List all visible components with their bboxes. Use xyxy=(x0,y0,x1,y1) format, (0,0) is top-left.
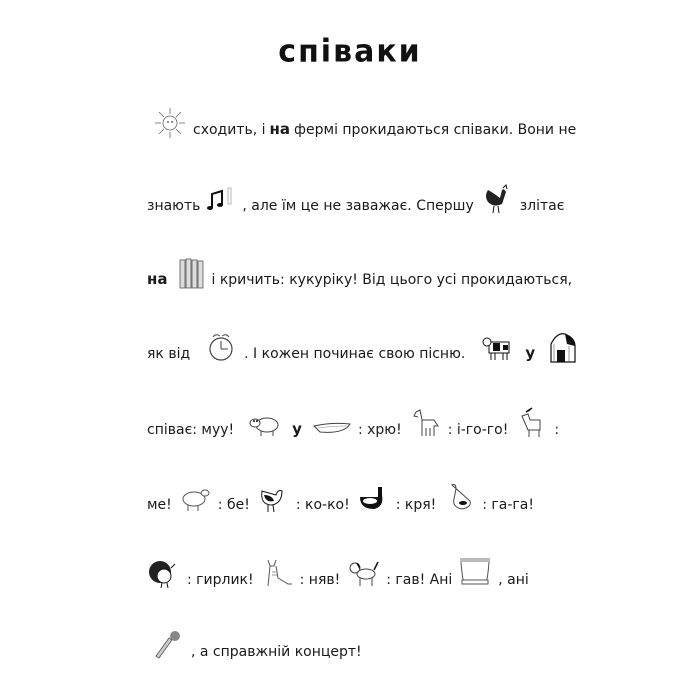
text-line-8: , а справжній концерт! xyxy=(147,622,362,662)
horse-icon xyxy=(408,406,442,440)
text-line-1: сходить, і на фермі прокидаються співаки. Вони не xyxy=(147,100,576,140)
cow-icon xyxy=(481,330,515,364)
alarm-clock-icon xyxy=(204,330,238,364)
hen-icon xyxy=(256,481,290,515)
text-line-5: співає: муу! у : хрю! : і-го-го! : xyxy=(147,400,559,440)
microphone-icon xyxy=(151,628,185,662)
duck-icon xyxy=(356,481,390,515)
text-line-2: знають , але їм це не заважає. Спершу злітає xyxy=(147,176,564,216)
turkey-icon xyxy=(147,556,181,590)
sun-icon xyxy=(153,106,187,140)
page-title: співаки xyxy=(278,33,422,70)
text-line-3: на і кричить: кукуріку! Від цього усі прокидаються, xyxy=(147,250,572,290)
cat-icon xyxy=(260,556,294,590)
pig-icon xyxy=(248,406,282,440)
rooster-icon xyxy=(480,182,514,216)
trough-icon xyxy=(312,406,352,440)
dog-icon xyxy=(346,556,380,590)
music-notes-icon xyxy=(206,182,236,216)
text-line-7: : гирлик! : няв! : гав! Ані , ані xyxy=(147,550,529,590)
text-line-4: як від . І кожен починає свою пісню. у xyxy=(147,324,585,364)
sheep-icon xyxy=(178,481,212,515)
barn-icon xyxy=(545,330,579,364)
fence-icon xyxy=(178,256,206,290)
text-line-6: ме! : бе! : ко-ко! : кря! : га-га! xyxy=(147,475,534,515)
stage-icon xyxy=(458,556,492,590)
goat-icon xyxy=(514,406,548,440)
goose-icon xyxy=(442,481,476,515)
